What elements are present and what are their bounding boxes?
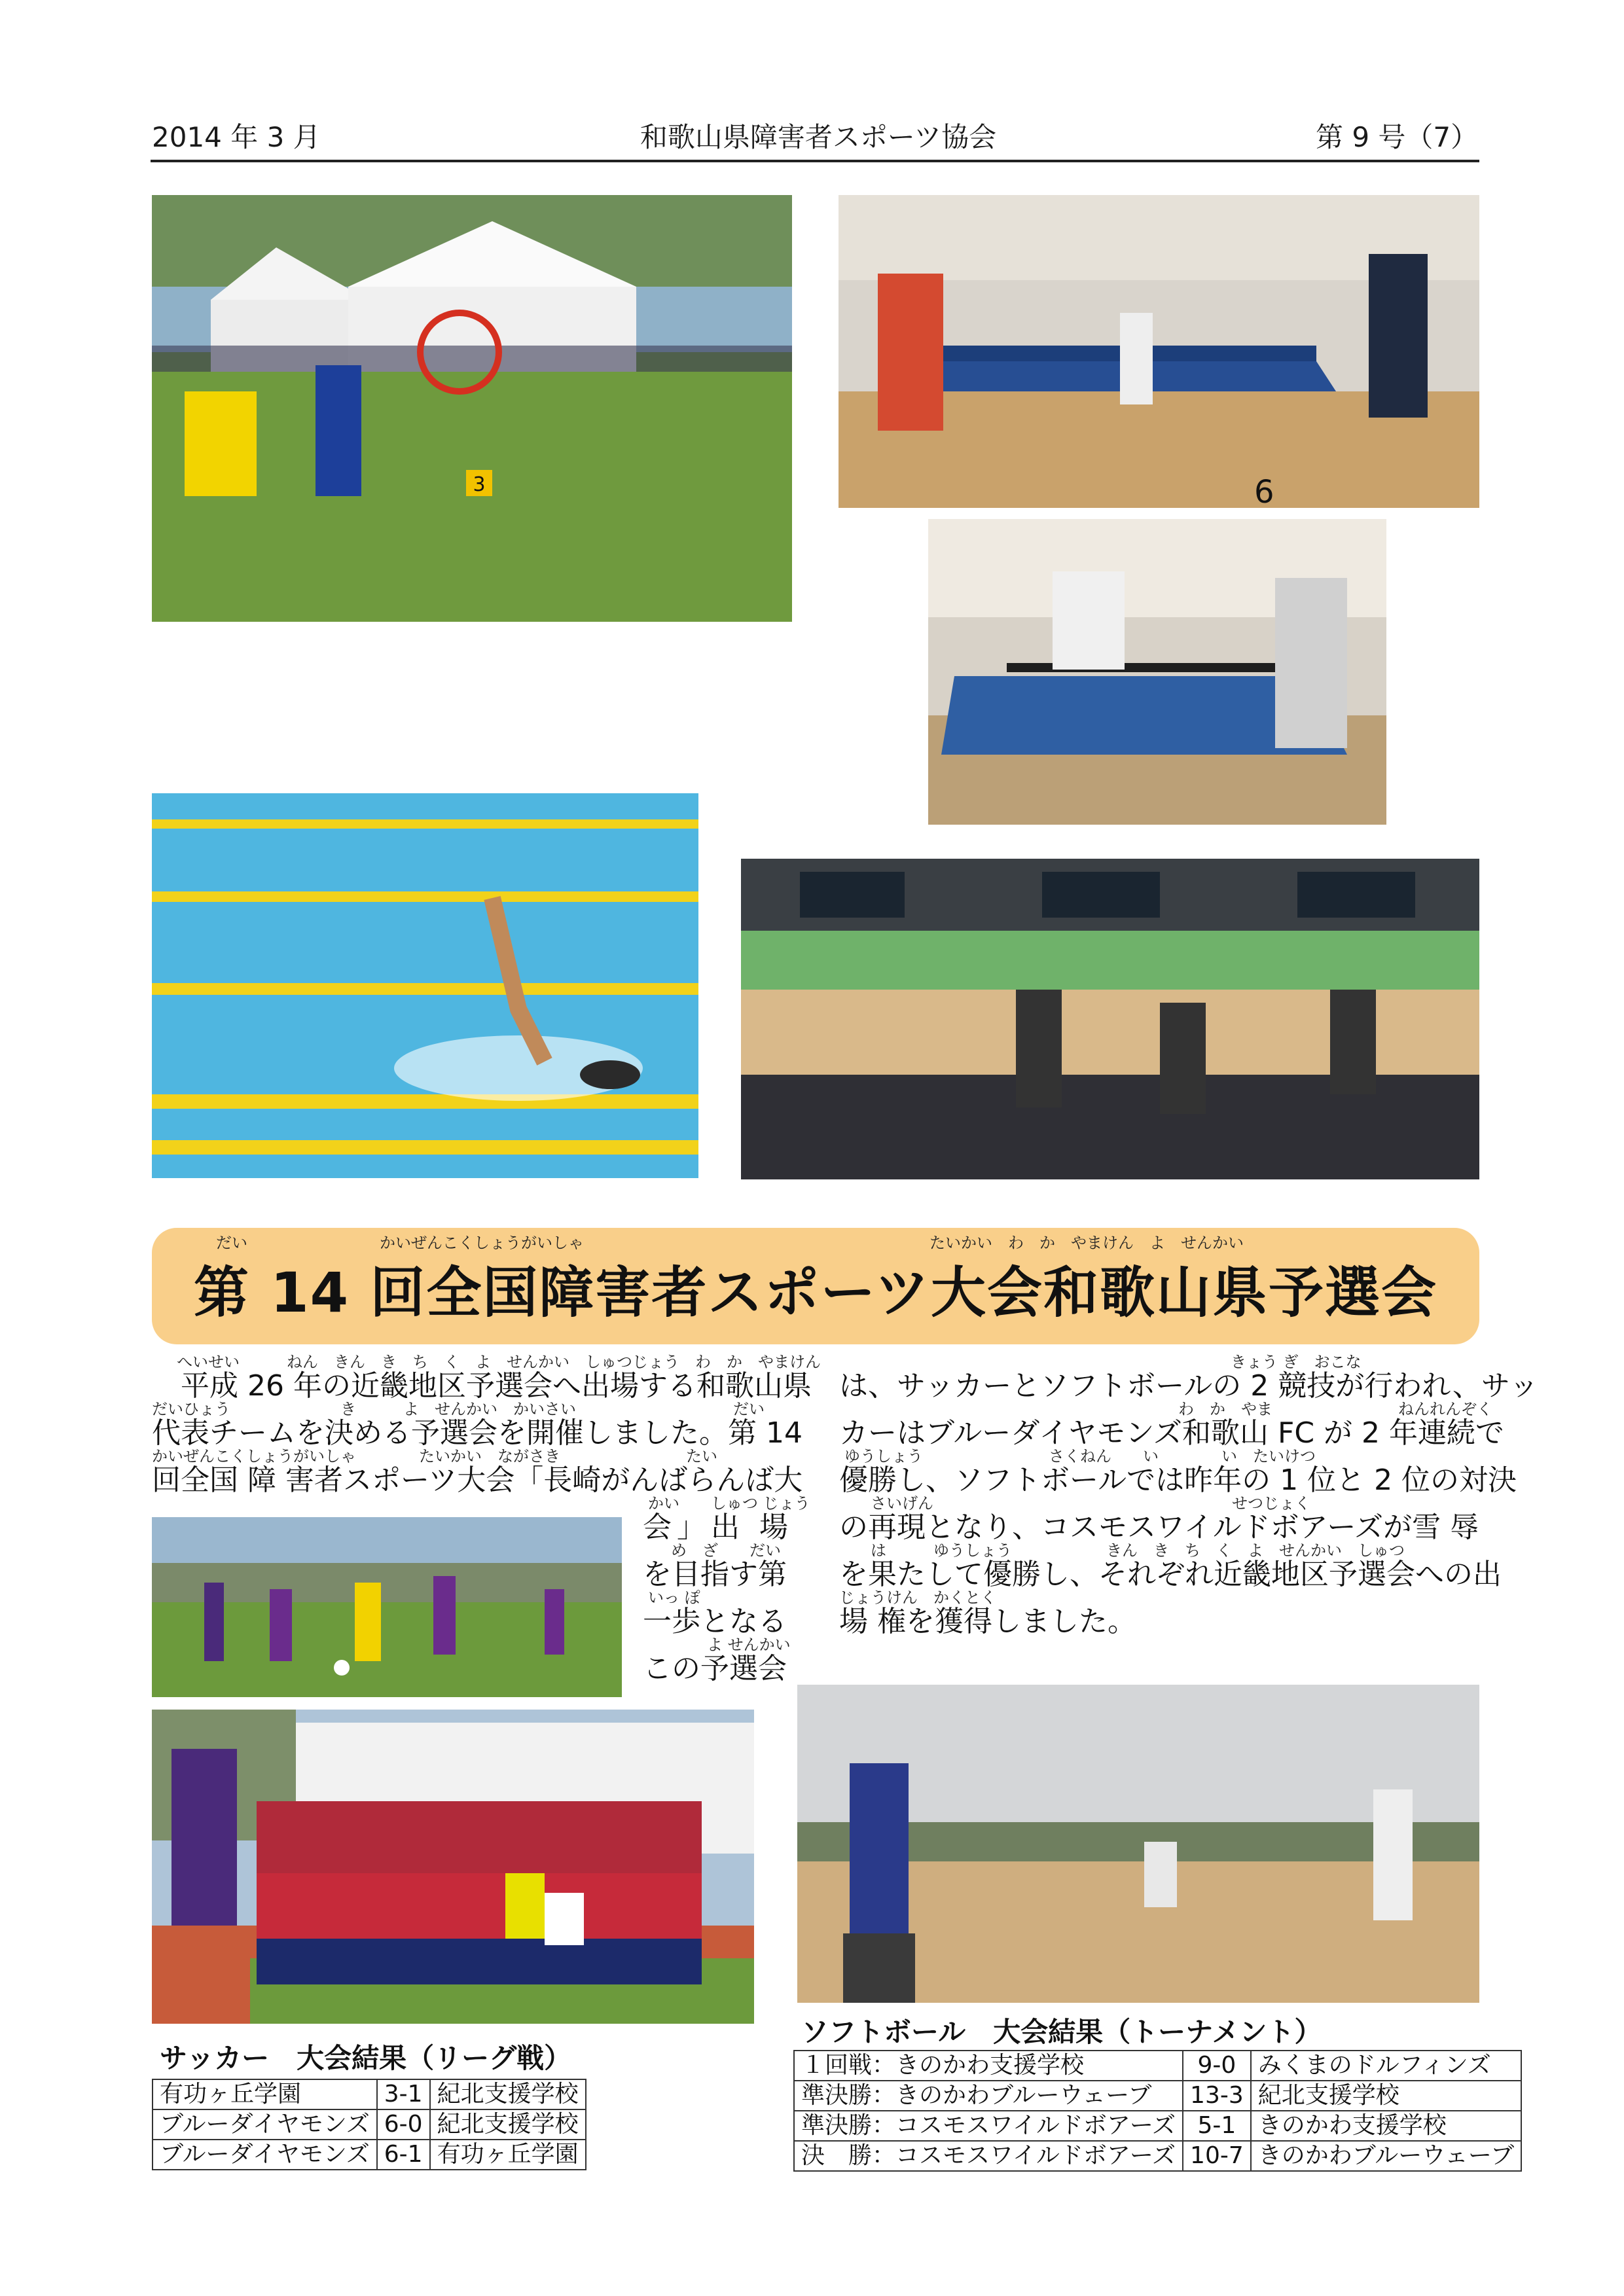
narrow-ruby-2: め ざ だい: [671, 1541, 781, 1560]
left-ruby-1: へいせい ねん きん き ち く よ せんかい しゅつじょう わ か やまけん: [177, 1353, 821, 1371]
score: 9-0: [1183, 2051, 1251, 2081]
right-text-2: カーはブルーダイヤモンズ和歌山 FC が 2 年連続で: [839, 1416, 1505, 1450]
score: 6-0: [377, 2109, 430, 2140]
score: 13-3: [1183, 2081, 1251, 2111]
team-a: １回戦：きのかわ支援学校: [794, 2051, 1183, 2081]
team-a: 決 勝：コスモスワイルドボアーズ: [794, 2141, 1183, 2171]
title-ruby-1: だい: [216, 1234, 247, 1252]
photo-soccer-action: [152, 1517, 622, 1697]
team-b: 紀北支援学校: [430, 2109, 586, 2140]
title-ruby-3: たいかい わ か やまけん よ せんかい: [929, 1234, 1244, 1252]
table-row: [794, 2051, 1521, 2081]
photo-bowling: [741, 859, 1479, 1179]
narrow-text-2: を目指す第: [643, 1558, 787, 1591]
header-date: 2014 年 3 月: [152, 121, 321, 153]
softball-results-caption: ソフトボール 大会結果（トーナメント）: [801, 2016, 1322, 2048]
team-b: 紀北支援学校: [430, 2079, 586, 2109]
narrow-text-3: 一歩となる: [643, 1605, 787, 1638]
header-organization: 和歌山県障害者スポーツ協会: [640, 121, 997, 153]
photo-soccer-team: [152, 1710, 754, 2024]
narrow-ruby-3: いっ ぽ: [648, 1588, 700, 1607]
narrow-text-1: 会」出 場: [643, 1511, 793, 1544]
team-b: 有功ヶ丘学園: [430, 2140, 586, 2170]
score: 5-1: [1183, 2111, 1251, 2141]
table-row: [153, 2140, 586, 2170]
photo-swimming: [152, 793, 698, 1178]
softball-results-table: [793, 2050, 1522, 2172]
score: 6-1: [377, 2140, 430, 2170]
title-ruby-2: かいぜんこくしょうがいしゃ: [380, 1234, 584, 1252]
right-ruby-6: じょうけん かくとく: [839, 1588, 996, 1607]
left-text-2: 代表チームを決める予選会を開催しました。第 14: [152, 1416, 803, 1450]
photo-field-event: [152, 195, 792, 622]
left-text-1: 平成 26 年の近畿地区予選会へ出場する和歌山県: [152, 1369, 812, 1403]
right-text-6: 場 権を獲得しました。: [839, 1605, 1136, 1638]
table-row: [794, 2111, 1521, 2141]
narrow-ruby-4: よ せんかい: [707, 1636, 791, 1654]
soccer-results-caption: サッカー 大会結果（リーグ戦）: [160, 2042, 572, 2074]
header-rule: [151, 160, 1479, 162]
table-number: 6: [1254, 474, 1274, 508]
left-text-3: 回全国 障 害者スポーツ大会「長崎がんばらんば大: [152, 1463, 803, 1497]
soccer-results-table: [152, 2079, 586, 2170]
photo-table-tennis-close: [928, 519, 1386, 825]
team-b: きのかわブルーウェーブ: [1251, 2141, 1521, 2171]
right-ruby-5: は ゆうしょう きん き ち く よ せんかい しゅつ: [871, 1541, 1405, 1560]
table-row: [153, 2079, 586, 2109]
right-ruby-1: きょう ぎ おこな: [1231, 1353, 1362, 1371]
right-ruby-3: ゆうしょう さくねん い い たいけつ: [844, 1447, 1316, 1465]
narrow-text-4: この予選会: [643, 1652, 787, 1685]
team-b: 紀北支援学校: [1251, 2081, 1521, 2111]
photo-softball: [797, 1685, 1479, 2003]
header-issue: 第 9 号（7）: [1316, 121, 1479, 153]
page-title: 第 14 回全国障害者スポーツ大会和歌山県予選会: [193, 1261, 1438, 1325]
team-a: 有功ヶ丘学園: [153, 2079, 377, 2109]
score: 10-7: [1183, 2141, 1251, 2171]
right-ruby-4: さいげん せつじょく: [871, 1494, 1310, 1513]
left-ruby-3: かいぜんこくしょうがいしゃ たいかい ながさき たい: [152, 1447, 717, 1465]
narrow-ruby-1: かい しゅつ じょう: [648, 1494, 810, 1513]
team-a: 準決勝：コスモスワイルドボアーズ: [794, 2111, 1183, 2141]
right-text-4: の再現となり、コスモスワイルドボアーズが雪 辱: [839, 1511, 1479, 1544]
left-ruby-2: だいひょう き よ せんかい かいさい だい: [152, 1400, 765, 1418]
team-a: 準決勝：きのかわブルーウェーブ: [794, 2081, 1183, 2111]
right-ruby-2: わ か やま ねんれんぞく: [1178, 1400, 1492, 1418]
right-text-1: は、サッカーとソフトボールの 2 競技が行われ、サッ: [839, 1369, 1538, 1403]
team-a: ブルーダイヤモンズ: [153, 2140, 377, 2170]
team-b: きのかわ支援学校: [1251, 2111, 1521, 2141]
photo-table-tennis-wide: [839, 195, 1479, 508]
table-row: [794, 2081, 1521, 2111]
score: 3-1: [377, 2079, 430, 2109]
right-text-3: 優勝し、ソフトボールでは昨年の 1 位と 2 位の対決: [839, 1463, 1517, 1497]
right-text-5: を果たして優勝し、それぞれ近畿地区予選会への出: [839, 1558, 1502, 1591]
team-a: ブルーダイヤモンズ: [153, 2109, 377, 2140]
team-b: みくまのドルフィンズ: [1251, 2051, 1521, 2081]
table-row: [794, 2141, 1521, 2171]
cone-number: 3: [473, 473, 486, 496]
table-row: [153, 2109, 586, 2140]
